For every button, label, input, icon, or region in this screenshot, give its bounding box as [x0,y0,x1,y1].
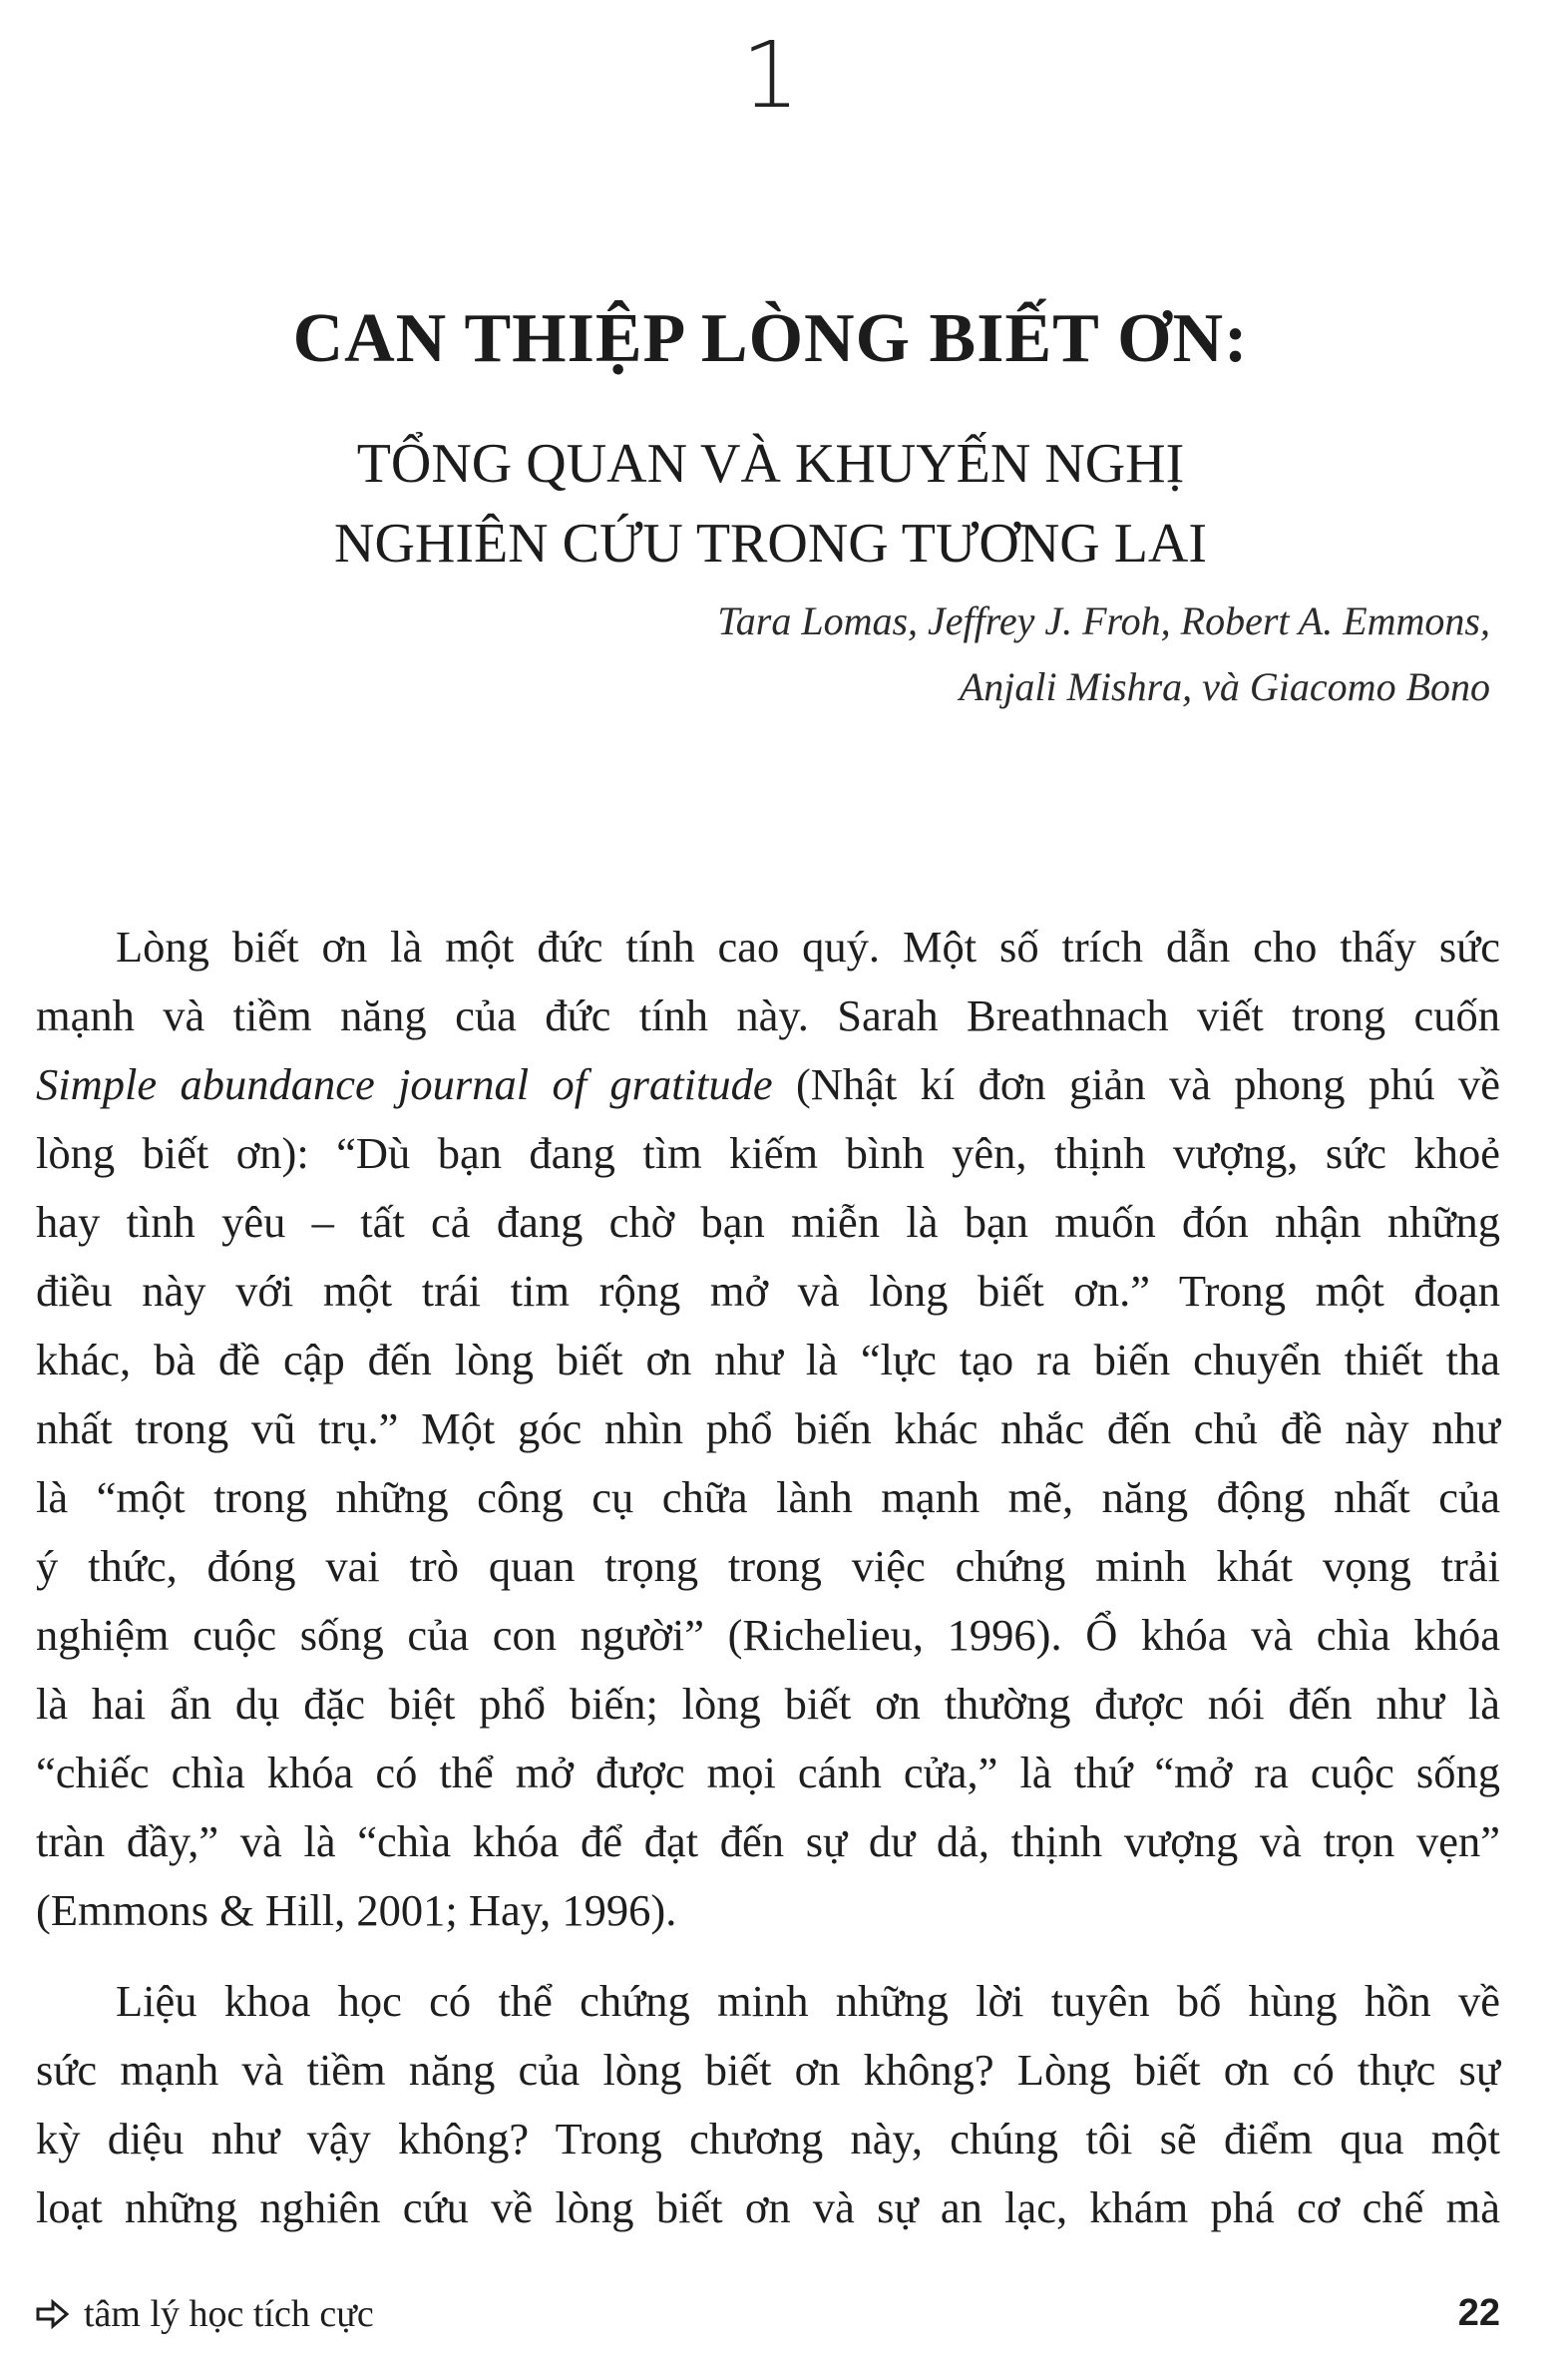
body-text [36,913,1500,2242]
page-number: 22 [1457,2292,1500,2334]
page-footer [36,2292,1500,2342]
text-line: Liệu khoa học có thể chứng minh những lời tuyên bố hùng hồn về [116,1976,1500,2026]
paragraph [36,1967,1500,2242]
text-line: loạt những nghiên cứu về lòng biết ơn và sự an lạc, khám phá cơ chế mà [36,2182,1500,2232]
text-line: “chiếc chìa khóa có thể mở được mọi cánh cửa,” là thứ “mở ra cuộc sống [36,1748,1500,1797]
text-line: kỳ diệu như vậy không? Trong chương này, chúng tôi sẽ điểm qua một [36,2114,1500,2163]
paragraph [36,913,1500,1945]
text-line: (Emmons & Hill, 2001; Hay, 1996). [36,1885,677,1935]
author-line: Anjali Mishra, và Giacomo Bono [959,664,1490,709]
author-line: Tara Lomas, Jeffrey J. Froh, Robert A. Emmons, [717,598,1490,643]
arrow-right-icon [36,2299,70,2329]
text-line: là “một trong những công cụ chữa lành mạnh mẽ, năng động nhất của [36,1472,1500,1522]
footer-book-title: tâm lý học tích cực [84,2293,374,2335]
text-line: Lòng biết ơn là một đức tính cao quý. Một số trích dẫn cho thấy sức [116,922,1500,972]
text-line: khác, bà đề cập đến lòng biết ơn như là “lực tạo ra biến chuyển thiết tha [36,1335,1500,1384]
subtitle-line: TỔNG QUAN VÀ KHUYẾN NGHỊ [356,433,1185,495]
text-line [36,1050,1500,1119]
text-line: tràn đầy,” và là “chìa khóa để đạt đến sự dư dả, thịnh vượng và trọn vẹn” [36,1816,1500,1866]
text-line: sức mạnh và tiềm năng của lòng biết ơn không? Lòng biết ơn có thực sự [36,2045,1500,2095]
text-line: hay tình yêu – tất cả đang chờ bạn miễn là bạn muốn đón nhận những [36,1197,1500,1247]
subtitle-line: NGHIÊN CỨU TRONG TƯƠNG LAI [334,513,1207,575]
chapter-title: CAN THIỆP LÒNG BIẾT ƠN: [292,300,1249,377]
text-line: điều này với một trái tim rộng mở và lòng biết ơn.” Trong một đoạn [36,1266,1500,1316]
text-line-rest: (Nhật kí đơn giản và phong phú về [795,1059,1500,1109]
text-line: ý thức, đóng vai trò quan trọng trong việc chứng minh khát vọng trải [36,1541,1500,1591]
text-line: là hai ẩn dụ đặc biệt phổ biến; lòng biết ơn thường được nói đến như là [36,1679,1500,1729]
chapter-subtitle [0,424,1541,584]
chapter-authors [493,588,1490,720]
chapter-number: 1 [741,22,800,129]
text-line: mạnh và tiềm năng của đức tính này. Sarah Breathnach viết trong cuốn [36,990,1500,1040]
book-title-italic: Simple abundance journal of gratitude [36,1059,773,1109]
text-line: nghiệm cuộc sống của con người” (Richelieu, 1996). Ổ khóa và chìa khóa [36,1610,1500,1660]
text-line: lòng biết ơn): “Dù bạn đang tìm kiếm bình yên, thịnh vượng, sức khoẻ [36,1128,1500,1178]
footer-book-title-group [36,2292,374,2336]
text-line: nhất trong vũ trụ.” Một góc nhìn phổ biến khác nhắc đến chủ đề này như [36,1403,1500,1453]
